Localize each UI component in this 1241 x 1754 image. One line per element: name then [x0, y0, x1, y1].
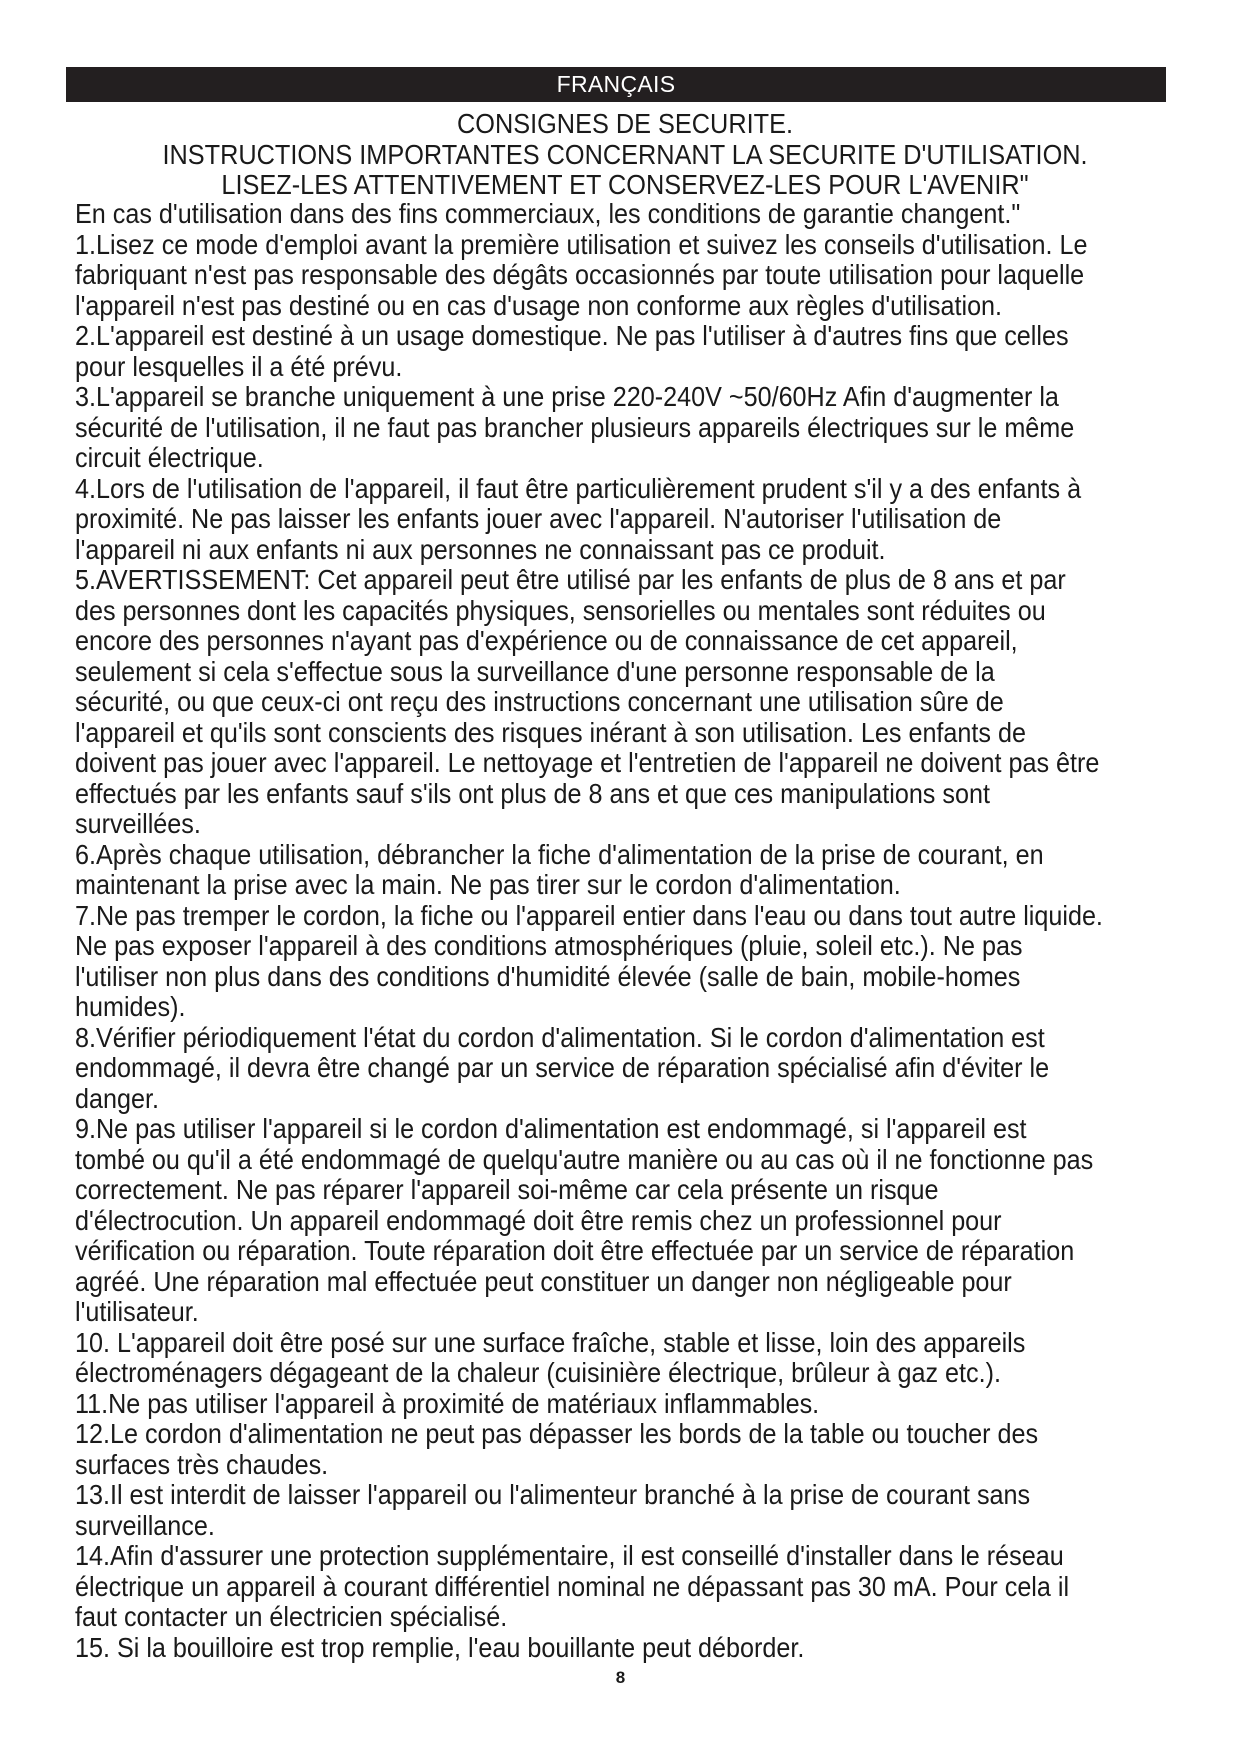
instruction-line: fabriquant n'est pas responsable des dégâts occasionnés par toute utilisation pour laquelle [75, 259, 1085, 290]
instruction-line: des personnes dont les capacités physiques, sensorielles ou mentales sont réduites ou [75, 594, 1046, 626]
instruction-line: 12.Le cordon d'alimentation ne peut pas dépasser les bords de la table ou toucher des [75, 1418, 1039, 1449]
instruction-line: 8.Vérifier périodiquement l'état du cordon d'alimentation. Si le cordon d'alimentation est [75, 1021, 1045, 1053]
instruction-line: l'appareil et qu'ils sont conscients des risques inérant à son utilisation. Les enfants de [75, 716, 1026, 748]
instruction-line: 14.Afin d'assurer une protection supplémentaire, il est conseillé d'installer dans le réseau [75, 1540, 1064, 1571]
instruction-line: l'utiliser non plus dans des conditions d'humidité élevée (salle de bain, mobile-homes [75, 960, 1021, 992]
section-subtitle: LISEZ-LES ATTENTIVEMENT ET CONSERVEZ-LES POUR L'AVENIR" [221, 169, 1029, 200]
instruction-line: endommagé, il devra être changé par un service de réparation spécialisé afin d'éviter le [75, 1052, 1050, 1083]
instruction-line: 5.AVERTISSEMENT: Cet appareil peut être utilisé par les enfants de plus de 8 ans et par [75, 564, 1066, 595]
instruction-line: vérification ou réparation. Toute réparation doit être effectuée par un service de réparation [75, 1235, 1075, 1266]
instruction-line: surveillance. [75, 1509, 215, 1541]
instruction-line: danger. [75, 1082, 159, 1114]
instruction-line: 11.Ne pas utiliser l'appareil à proximité de matériaux inflammables. [75, 1387, 820, 1419]
instruction-line: encore des personnes n'ayant pas d'expérience ou de connaissance de cet appareil, [75, 625, 1018, 656]
language-header-bar [66, 67, 1166, 102]
safety-instructions-body [75, 199, 1155, 1663]
instruction-line: électroménagers dégageant de la chaleur (cuisinière électrique, brûleur à gaz etc.). [75, 1357, 1001, 1388]
instruction-line: En cas d'utilisation dans des fins commerciaux, les conditions de garantie changent." [75, 198, 1021, 229]
instruction-line: pour lesquelles il a été prévu. [75, 350, 403, 382]
instruction-line: Ne pas exposer l'appareil à des conditions atmosphériques (pluie, soleil etc.). Ne pas [75, 930, 1023, 961]
instruction-line: l'appareil n'est pas destiné ou en cas d'usage non conforme aux règles d'utilisation. [75, 289, 1003, 321]
instruction-line: faut contacter un électricien spécialisé. [75, 1601, 508, 1632]
instruction-line: 1.Lisez ce mode d'emploi avant la première utilisation et suivez les conseils d'utilisation. Le [75, 228, 1088, 260]
instruction-line: 6.Après chaque utilisation, débrancher la fiche d'alimentation de la prise de courant, en [75, 838, 1044, 870]
instruction-line: maintenant la prise avec la main. Ne pas tirer sur le cordon d'alimentation. [75, 869, 901, 900]
instruction-line: l'appareil ni aux enfants ni aux personnes ne connaissant pas ce produit. [75, 533, 886, 565]
instruction-line: circuit électrique. [75, 442, 264, 473]
instruction-line: humides). [75, 991, 186, 1022]
safety-titles [111, 109, 1140, 201]
instruction-line: 13.Il est interdit de laisser l'appareil ou l'alimenteur branché à la prise de courant sans [75, 1479, 1031, 1510]
instruction-line: effectués par les enfants sauf s'ils ont plus de 8 ans et que ces manipulations sont [75, 777, 990, 809]
instruction-line: sécurité, ou que ceux-ci ont reçu des instructions concernant une utilisation sûre de [75, 686, 1004, 717]
instruction-line: 9.Ne pas utiliser l'appareil si le cordon d'alimentation est endommagé, si l'appareil est [75, 1113, 1027, 1144]
instruction-line: surveillées. [75, 808, 201, 839]
instruction-line: correctement. Ne pas réparer l'appareil soi-même car cela présente un risque [75, 1174, 939, 1205]
instruction-line: agréé. Une réparation mal effectuée peut constituer un danger non négligeable pour [75, 1265, 1012, 1297]
language-label: FRANÇAIS [556, 71, 676, 97]
page-number: 8 [615, 1668, 626, 1687]
instruction-line: tombé ou qu'il a été endommagé de quelqu'autre manière ou au cas où il ne fonctionne pas [75, 1143, 1094, 1175]
section-subtitle: INSTRUCTIONS IMPORTANTES CONCERNANT LA SECURITE D'UTILISATION. [162, 138, 1088, 170]
instruction-line: 3.L'appareil se branche uniquement à une prise 220-240V ~50/60Hz Afin d'augmenter la [75, 381, 1059, 412]
instruction-line: seulement si cela s'effectue sous la surveillance d'une personne responsable de la [75, 655, 995, 687]
instruction-line: d'électrocution. Un appareil endommagé doit être remis chez un professionnel pour [75, 1204, 1002, 1236]
instruction-line: l'utilisateur. [75, 1296, 199, 1327]
instruction-line: 15. Si la bouilloire est trop remplie, l'eau bouillante peut déborder. [75, 1631, 805, 1663]
instruction-line: surfaces très chaudes. [75, 1448, 329, 1480]
instruction-line: proximité. Ne pas laisser les enfants jouer avec l'appareil. N'autoriser l'utilisation de [75, 503, 1002, 534]
instruction-line: 10. L'appareil doit être posé sur une surface fraîche, stable et lisse, loin des appareils [75, 1326, 1026, 1358]
instruction-line: électrique un appareil à courant différentiel nominal ne dépassant pas 30 mA. Pour cela il [75, 1570, 1070, 1602]
section-title: CONSIGNES DE SECURITE. [456, 108, 793, 139]
instruction-line: sécurité de l'utilisation, il ne faut pas brancher plusieurs appareils électriques sur le même [75, 411, 1075, 443]
instruction-line: 2.L'appareil est destiné à un usage domestique. Ne pas l'utiliser à d'autres fins que celles [75, 320, 1069, 351]
instruction-line: 4.Lors de l'utilisation de l'appareil, il faut être particulièrement prudent s'il y a des enfants à [75, 472, 1082, 504]
instruction-line: doivent pas jouer avec l'appareil. Le nettoyage et l'entretien de l'appareil ne doivent pas être [75, 747, 1100, 778]
instruction-line: 7.Ne pas tremper le cordon, la fiche ou l'appareil entier dans l'eau ou dans tout autre liquide. [75, 899, 1103, 931]
